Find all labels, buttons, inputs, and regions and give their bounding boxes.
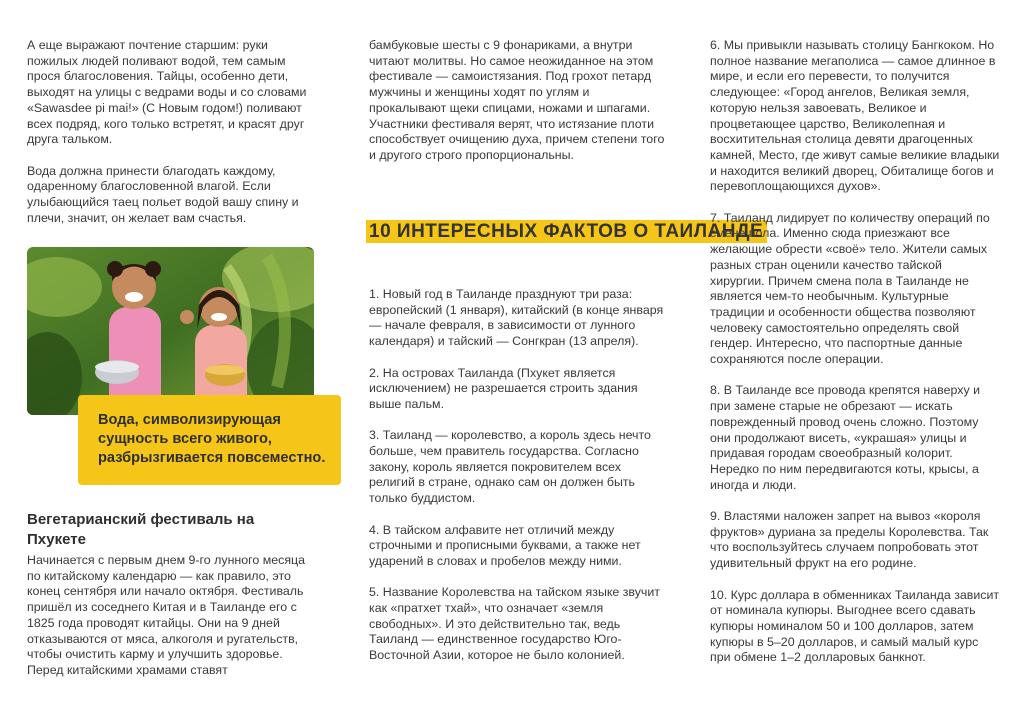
- facts-heading: [366, 218, 767, 245]
- fact-item: 5. Название Королевства на тайском языке звучит как «пратхет тхай», что означает «земля свободных». И это действительно так, ведь Таиланд — единственное государство Юго-Восточной Азии, которое не было колонией.: [369, 585, 660, 663]
- new-year-paragraph: А еще выражают почтение старшим: руки пожилых людей поливают водой, тем самым прося благословения. Тайцы, особенно дети, выходят на улицы с ведрами воды и со словами «Sawasdee pi mai!» (С Новым годом!) поливают всех подряд, кого только встретят, и красят друг друга тальком.: [27, 38, 307, 147]
- fact-item: 2. На островах Таиланда (Пхукет является исключением) не разрешается строить здания выше пальм.: [369, 365, 638, 411]
- fact-item: 3. Таиланд — королевство, а король здесь нечто больше, чем правитель государства. Согласно закону, король является покровителем всех религий в стране, однако сам он должен быть только буддистом.: [369, 428, 651, 506]
- fact-item: 4. В тайском алфавите нет отличий между строчными и прописными буквами, а также нет ударений в словах и пробелов между ними.: [369, 522, 641, 568]
- festival-heading: Вегетарианский фестиваль на Пхукете: [27, 511, 255, 548]
- fact-item: 10. Курс доллара в обменниках Таиланда зависит от номинала купюры. Выгоднее всего сдавать купюры номиналом 50 и 100 долларов, затем купюры в 5–20 долларов, и самый малый курс при обмене 1–2 долларовых банкнот.: [710, 587, 1000, 665]
- water-callout: Вода, символизирующая сущность всего живого, разбрызгивается повсеместно.: [78, 395, 341, 485]
- column-2-facts: [369, 287, 669, 680]
- column-1: [27, 38, 317, 242]
- fact-item: 1. Новый год в Таиланде празднуют три раза: европейский (1 января), китайский (в конце января — начале февраля, в зависимости от лунного календаря) и тайский — Сонгкран (13 апреля).: [369, 287, 664, 349]
- facts-heading-text: 10 ИНТЕРЕСНЫХ ФАКТОВ О ТАИЛАНДЕ: [366, 220, 767, 243]
- festival-paragraph: Начинается с первым днем 9-го лунного месяца по китайскому календарю — как правило, это конец сентября или начало октября. Фестиваль пришёл из соседнего Китая и в Таиланде его с 1825 года проводят китайцы. Они на 9 дней отказываются от мяса, алкоголя и ругательств, чтобы очистить карму и улучшить здоровье. Перед китайскими храмами ставят: [27, 553, 306, 677]
- fact-item: 8. В Таиланде все провода крепятся наверху и при замене старые не обрезают — искать поврежденный провод очень сложно. Поэтому они продолжают висеть, «украшая» улицы и придавая городам своеобразный колорит. Нередко по ним передвигаются коты, крысы, а иногда и люди.: [710, 383, 981, 492]
- fact-item: 6. Мы привыкли называть столицу Бангкоком. Но полное название мегаполиса — самое длинное в мире, и если его перевести, то получится следующее: «Город ангелов, Великая земля, которую нельзя завоевать, Великое и процветающее царство, Великолепная и восхитительная столица девяти драгоценных камней, Место, где живут самые великие владыки и находится великий дворец, Обиталище богов и перевоплощающихся духов».: [710, 38, 1000, 194]
- column-2: [369, 38, 669, 179]
- girls-with-water-photo: [27, 247, 314, 415]
- water-blessing-paragraph: Вода должна принести благодать каждому, одаренному благословенной влагой. Если улыбающийся таец польет водой вашу спину и плечи, значит, он желает вам счастья.: [27, 163, 299, 225]
- fact-item: 9. Властями наложен запрет на вывоз «короля фруктов» дуриана за пределы Королевства. Так что воспользуйтесь случаем попробовать этот удивительный фрукт на его родине.: [710, 509, 989, 571]
- fact-item: 7. Таиланд лидирует по количеству операций по смене пола. Именно сюда приезжают все желающие обрести «своё» тело. Жители самых разных стран оценили качество тайской хирургии. Причем смена пола в Таиланде не является чем-то необычным. Культурные традиции и особенности общества позволяют человеку самостоятельно определять свой гендер. Интересно, что паспортные данные сохраняются после операции.: [710, 210, 990, 367]
- column-3: [710, 38, 1000, 682]
- column-1-lower: [27, 553, 317, 694]
- festival-continued-paragraph: бамбуковые шесты с 9 фонариками, а внутри читают молитвы. Но самое неожиданное на этом фестивале — самоистязания. Под грохот петард мужчины и женщины ходят по углям и прокалывают щеки спицами, ножами и шпагами. Участники фестиваля верят, что истязание плоти способствует очищению духа, причем степени того и другого строго пропорциональны.: [369, 38, 665, 162]
